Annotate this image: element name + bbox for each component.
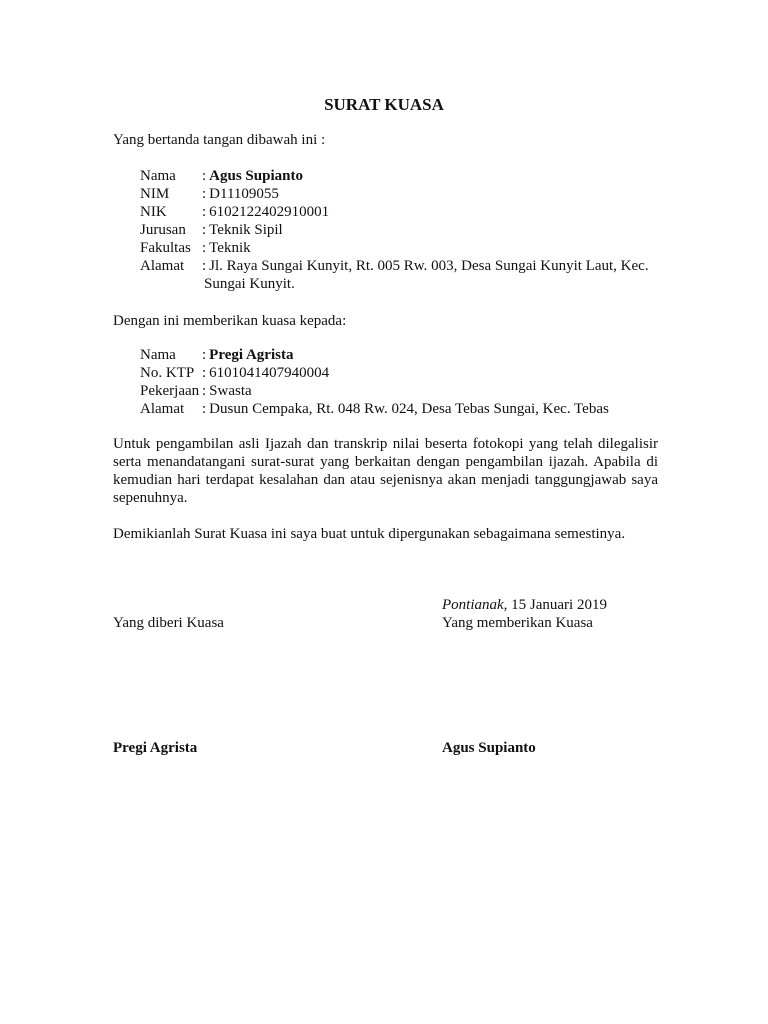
field-label: No. KTP — [140, 365, 195, 381]
grantor-jurusan-row — [140, 221, 660, 239]
field-label: Alamat — [140, 401, 185, 417]
field-label: Nama — [140, 168, 176, 184]
colon: : — [202, 365, 207, 381]
transition-text: Dengan ini memberikan kuasa kepada: — [113, 313, 347, 329]
field-label: NIM — [140, 186, 170, 202]
colon: : — [202, 168, 207, 184]
grantor-nim-row — [140, 185, 660, 203]
document-title: SURAT KUASA — [324, 95, 444, 114]
grantee-name: Pregi Agrista — [209, 347, 294, 363]
right-signer-name: Agus Supianto — [442, 740, 536, 756]
grantor-address-line1: Jl. Raya Sungai Kunyit, Rt. 005 Rw. 003, Desa Sungai Kunyit Laut, Kec. — [209, 258, 649, 274]
grantor-address-line2: Sungai Kunyit. — [204, 276, 295, 292]
grantor-nik-row — [140, 203, 660, 221]
grantee-pekerjaan-row — [140, 382, 660, 400]
grantee-pekerjaan: Swasta — [209, 383, 252, 399]
place-date — [442, 596, 607, 614]
place: Pontianak — [442, 597, 504, 613]
colon: : — [202, 222, 207, 238]
intro-text: Yang bertanda tangan dibawah ini : — [113, 132, 326, 148]
closing-paragraph: Demikianlah Surat Kuasa ini saya buat untuk dipergunakan sebagaimana semestinya. — [113, 526, 626, 542]
grantor-info — [140, 167, 660, 293]
field-label: Fakultas — [140, 240, 191, 256]
grantee-ktp: 6101041407940004 — [209, 365, 330, 381]
field-label: Alamat — [140, 258, 185, 274]
grantor-nik: 6102122402910001 — [209, 204, 330, 220]
grantee-ktp-row — [140, 364, 660, 382]
colon: : — [202, 204, 207, 220]
field-label: Pekerjaan — [140, 383, 200, 399]
colon: : — [202, 347, 207, 363]
grantor-fakultas: Teknik — [209, 240, 251, 256]
grantee-info — [140, 346, 660, 418]
grantor-fakultas-row — [140, 239, 660, 257]
date: , 15 Januari 2019 — [503, 597, 607, 613]
grantor-jurusan: Teknik Sipil — [209, 222, 283, 238]
colon: : — [202, 240, 207, 256]
colon: : — [202, 186, 207, 202]
grantee-nama-row — [140, 346, 660, 364]
grantor-name: Agus Supianto — [209, 168, 303, 184]
field-label: Jurusan — [140, 222, 186, 238]
colon: : — [202, 383, 207, 399]
purpose-paragraph: Untuk pengambilan asli Ijazah dan transkrip nilai beserta fotokopi yang telah dilegalisir serta menandatangani surat-surat yang berkaitan dengan pengambilan ijazah. Apabila di kemudian hari terdapat kesalahan dan atau sejenisnya akan menjadi tanggungjawab saya sepenuhnya. — [113, 436, 658, 506]
field-label: NIK — [140, 204, 167, 220]
grantor-alamat-row — [140, 257, 660, 293]
right-role: Yang memberikan Kuasa — [442, 615, 593, 631]
grantor-nama-row — [140, 167, 660, 185]
grantee-alamat-row — [140, 400, 660, 418]
colon: : — [202, 401, 207, 417]
field-label: Nama — [140, 347, 176, 363]
left-role: Yang diberi Kuasa — [113, 615, 224, 631]
left-signer-name: Pregi Agrista — [113, 740, 198, 756]
colon: : — [202, 258, 207, 274]
grantor-nim: D11109055 — [209, 186, 279, 202]
grantee-address: Dusun Cempaka, Rt. 048 Rw. 024, Desa Tebas Sungai, Kec. Tebas — [209, 401, 609, 417]
